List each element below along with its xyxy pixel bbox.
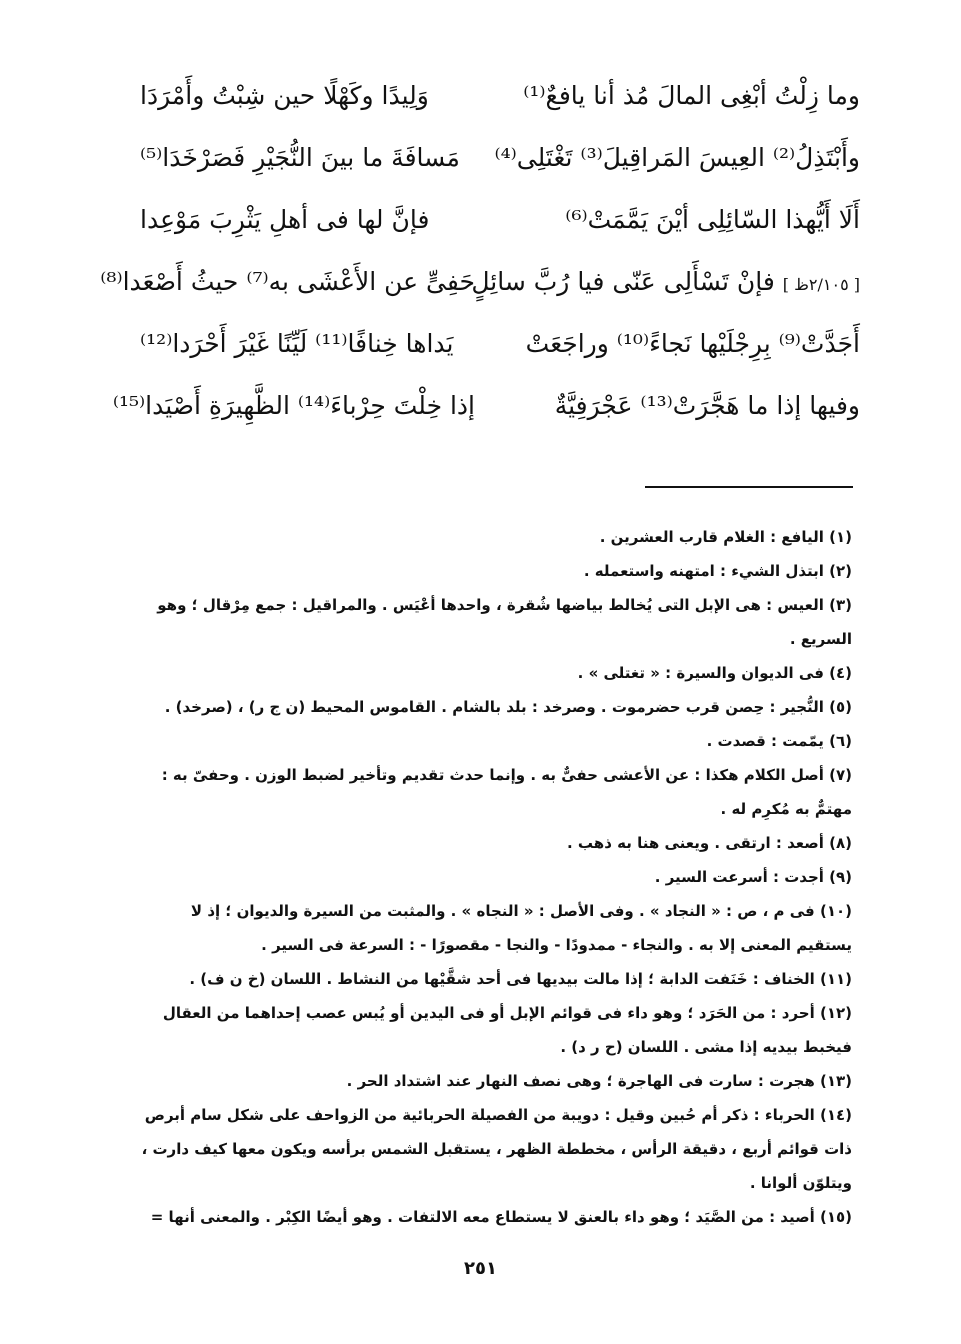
- footnote: (٨) أصعد : ارتقى . ويعنى هنا به ذهب .: [567, 834, 852, 852]
- footnote: (١٥) أصيد : من الصَّيَد ؛ وهو داء بالعنق لا يستطاع معه الالتفات . وهو أيضًا الكِبْر . والمعنى أنها =: [150, 1208, 852, 1226]
- poem-block: [100, 72, 860, 444]
- verse: [112, 382, 860, 444]
- page-number: ٢٥١: [464, 1258, 497, 1279]
- footnote: (١٢) أحرد : من الحَرَد ؛ وهو داء فى قوائم الإبل أو فى اليدين أو يُبس عصب إحداهما من العقال فيخبط بيديه إذا مشى . اللسان (ح ر د) .: [162, 1004, 852, 1056]
- verse-first-hemistich: أَجَدَّتْ⁽⁹⁾ بِرِجْلَيْها نَجاءً⁽¹⁰⁾ وراجَعَتْ: [525, 329, 860, 358]
- verse-second-hemistich: إذا خِلْتَ حِرْباءَ⁽¹⁴⁾ الظَّهِيرَةِ أَصْيَدا⁽¹⁵⁾: [112, 391, 475, 420]
- footnote: (١) اليافع : الغلام قارب العشرين .: [599, 528, 852, 546]
- verse-first-hemistich: أَلَا أَيُّهذا السّائِلِى أيْنَ يَمَّمَتْ⁽⁶⁾: [565, 205, 860, 234]
- verse: [140, 134, 860, 196]
- verse-first-hemistich: [471, 258, 860, 309]
- footnote-separator: [645, 486, 853, 488]
- footnote: (٩) أجدت : أسرعت السير .: [654, 868, 852, 886]
- verse: [100, 258, 860, 320]
- footnote: (٧) أصل الكلام هكذا : عن الأعشى حفىٌّ به . وإنما حدث تقديم وتأخير لضبط الوزن . وحفىّ به : مهتمٌّ به مُكرِم له .: [161, 766, 852, 818]
- verse: [140, 320, 860, 382]
- verse-first-hemistich-text: فإنْ تَسْأَلِى عَنّى فيا رُبَّ سائِلٍ: [471, 267, 775, 296]
- verse-first-hemistich: وفيها إذا ما هَجَّرَتْ⁽¹³⁾ عَجْرَفِيَّةٌ: [554, 391, 860, 420]
- footnote: (١٠) فى م ، ص : « النجاد » . وفى الأصل : « النجاه » . والمثبت من السيرة والديوان ؛ إذ لا يستقيم المعنى إلا به . والنجاء - ممدودًا - والنجا - مقصورًا - : السرعة فى السير .: [190, 902, 852, 954]
- verse-second-hemistich: وَلِيدًا وكَهْلًا حين شِبْتُ وأَمْرَدَا: [140, 81, 429, 110]
- footnote: (١٣) هجرت : سارت فى الهاجرة ؛ وهى نصف النهار عند اشتداد الحر .: [346, 1072, 852, 1090]
- footnote: (٦) يمّمت : قصدت .: [706, 732, 852, 750]
- footnote: (١١) الخناف : خَنَفت الدابة ؛ إذا مالت بيديها فى أحد شقَّيْها من النشاط . اللسان (خ ن ف) .: [189, 970, 852, 988]
- verse-first-hemistich: وما زِلْتُ أبْغِى المالَ مُذ أنا يافعٌ⁽¹⁾: [523, 81, 860, 110]
- footnote: (٢) ابتذل الشيء : امتهنه واستعمله .: [583, 562, 852, 580]
- manuscript-folio-ref: [ ٢/١٠٥ظ ]: [782, 275, 860, 294]
- verse-second-hemistich: فإنَّ لها فى أهلِ يَثْرِبَ مَوْعِدا: [140, 205, 430, 234]
- verse-second-hemistich: حَفِىٍّ عن الأَعْشَى به⁽⁷⁾ حيثُ أَصْعَدا⁽⁸⁾: [100, 267, 475, 296]
- verse: [140, 196, 860, 258]
- footnotes: [140, 520, 852, 1234]
- verse-second-hemistich: مَسافَةَ ما بينَ النُّجَيْرِ فَصَرْخَدَا⁽⁵⁾: [140, 143, 460, 172]
- verse: [140, 72, 860, 134]
- verse-first-hemistich: وأَبْتَذِلُ⁽²⁾ العِيسَ المَراقِيلَ⁽³⁾ تَغْتَلِى⁽⁴⁾: [494, 143, 860, 172]
- verse-second-hemistich: يَداها خِنافًا⁽¹¹⁾ لَيِّنًا غَيْرَ أَحْرَدا⁽¹²⁾: [140, 329, 454, 358]
- footnote: (١٤) الحرباء : ذكر أم حُبين وقيل : دويبة من الفصيلة الحربائية من الزواحف على شكل سام أبرص ذات قوائم أربع ، دقيقة الرأس ، مخططة الظهر ، يستقبل الشمس برأسه ويكون معها كيف دارت ، ويتلوّن ألوانا .: [141, 1106, 852, 1192]
- footnote: (٣) العيس : هى الإبل التى يُخالط بياضها شُقرة ، واحدها أعْيَس . والمراقيل : جمع مِرْقال ؛ وهو السريع .: [157, 596, 852, 648]
- footnote: (٥) النُّجير : حِصن قرب حضرموت . وصرخد : بلد بالشام . القاموس المحيط (ن ج ر) ، (صرخد) .: [164, 698, 852, 716]
- footnote: (٤) فى الديوان والسيرة : « تغتلى » .: [577, 664, 852, 682]
